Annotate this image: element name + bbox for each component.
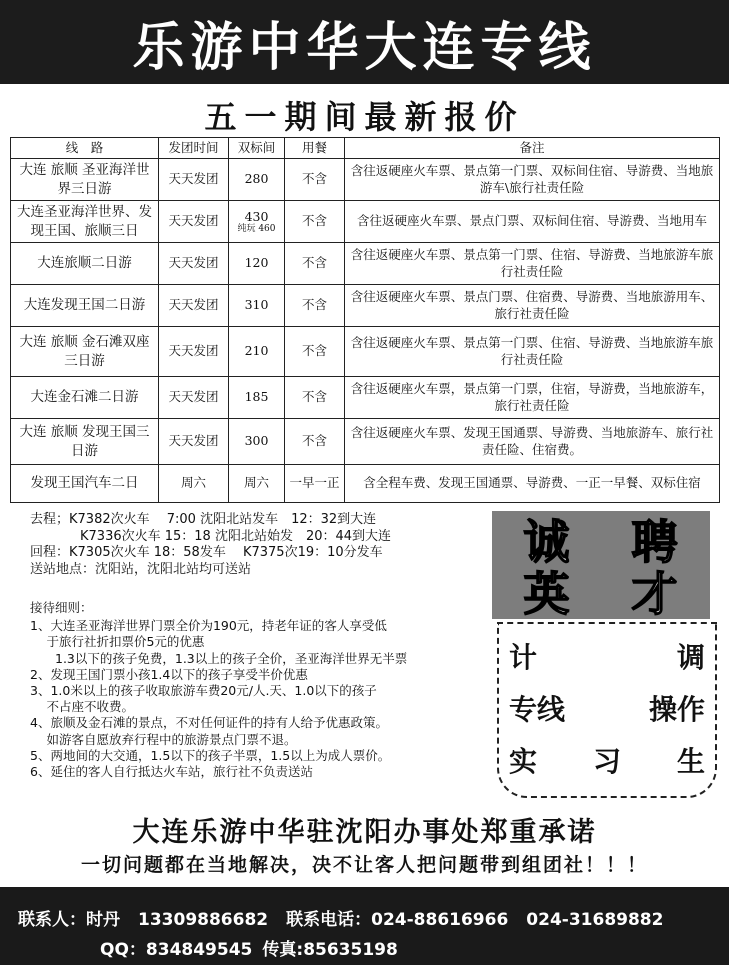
price-table <box>10 137 720 503</box>
price-cell: 周六 <box>229 465 285 503</box>
table-header-row <box>11 138 720 159</box>
contact-person: 时丹 <box>86 910 120 930</box>
route-cell: 发现王国汽车二日 <box>11 465 159 503</box>
contact-phone-2: 024-31689882 <box>526 910 664 930</box>
column-header: 线 路 <box>11 138 159 159</box>
details-line: 1、大连圣亚海洋世界门票全价为190元，持老年证的客人享受低 <box>30 618 387 634</box>
train-schedule <box>30 512 391 578</box>
note-cell: 含往返硬座火车票、发现王国通票、导游费、当地旅游车、旅行社责任险、住宿费。 <box>345 419 720 465</box>
meal-cell: 不含 <box>285 285 345 327</box>
note-cell: 含往返硬座火车票、景点门票、住宿费、导游费、当地旅游用车、旅行社责任险 <box>345 285 720 327</box>
route-cell: 大连 旅顺 圣亚海洋世界三日游 <box>11 159 159 201</box>
contact-line-1 <box>18 905 663 930</box>
price-cell: 300 <box>229 419 285 465</box>
qq-label: QQ： <box>100 940 146 960</box>
contact-phone-1: 024-88616966 <box>371 910 509 930</box>
route-cell: 大连发现王国二日游 <box>11 285 159 327</box>
table-row <box>11 285 720 327</box>
depart-cell: 天天发团 <box>159 243 229 285</box>
depart-cell: 天天发团 <box>159 377 229 419</box>
job-intern <box>509 740 705 780</box>
details-heading: 接待细则： <box>30 600 93 615</box>
schedule-return: 回程：K7305次火车 18：58发车 K7375次19：10分发车 <box>30 545 383 560</box>
recruit-char: 英 <box>523 567 570 621</box>
column-header: 用餐 <box>285 138 345 159</box>
recruit-char: 聘 <box>631 515 678 569</box>
table-row <box>11 419 720 465</box>
note-cell: 含往返硬座火车票、景点第一门票、住宿、导游费、当地旅游车旅行社责任险 <box>345 243 720 285</box>
route-cell: 大连圣亚海洋世界、发现王国、旅顺三日 <box>11 201 159 243</box>
note-cell: 含往返硬座火车票、景点第一门票、住宿、导游费、当地旅游车旅行社责任险 <box>345 327 720 377</box>
job-dispatcher <box>509 636 705 676</box>
header-banner <box>0 0 729 84</box>
depart-cell: 周六 <box>159 465 229 503</box>
page-title: 乐游中华大连专线 <box>132 17 597 78</box>
details-line: 于旅行社折扣票价5元的优惠 <box>30 634 205 650</box>
job-positions <box>497 622 717 798</box>
price-subtitle: 五一期间最新报价 <box>204 98 525 136</box>
route-cell: 大连 旅顺 金石滩双座三日游 <box>11 327 159 377</box>
meal-cell: 不含 <box>285 201 345 243</box>
job-text: 生 <box>676 745 705 778</box>
note-cell: 含全程车费、发现王国通票、导游费、一正一早餐、双标住宿 <box>345 465 720 503</box>
route-cell: 大连旅顺二日游 <box>11 243 159 285</box>
table-row <box>11 243 720 285</box>
schedule-go-1: 去程；K7382次火车 7:00 沈阳北站发车 12：32到大连 <box>30 512 377 527</box>
job-operator <box>509 688 705 728</box>
depart-cell: 天天发团 <box>159 201 229 243</box>
job-text: 操作 <box>648 693 705 726</box>
price-cell: 210 <box>229 327 285 377</box>
column-header: 发团时间 <box>159 138 229 159</box>
fax-label: 传真: <box>262 940 304 960</box>
contact-footer <box>0 887 729 965</box>
meal-cell: 不含 <box>285 159 345 201</box>
table-row <box>11 159 720 201</box>
route-cell: 大连 旅顺 发现王国三日游 <box>11 419 159 465</box>
fax-number: 85635198 <box>303 940 398 960</box>
depart-cell: 天天发团 <box>159 285 229 327</box>
price-cell: 280 <box>229 159 285 201</box>
recruit-char: 才 <box>631 567 678 621</box>
column-header: 双标间 <box>229 138 285 159</box>
job-text: 调 <box>676 641 705 674</box>
depart-cell: 天天发团 <box>159 419 229 465</box>
column-header: 备注 <box>345 138 720 159</box>
details-line: 2、发现王国门票小孩1.4以下的孩子享受半价优惠 <box>30 666 308 682</box>
schedule-pickup: 送站地点：沈阳站，沈阳北站均可送站 <box>30 561 252 577</box>
details-line: 不占座不收费。 <box>30 699 134 715</box>
note-cell: 含往返硬座火车票，景点第一门票，住宿，导游费，当地旅游车，旅行社责任险 <box>345 377 720 419</box>
contact-phone-label: 联系电话： <box>286 910 372 930</box>
meal-cell: 不含 <box>285 419 345 465</box>
contact-person-label: 联系人： <box>18 910 86 930</box>
table-row <box>11 327 720 377</box>
details-line: 4、旅顺及金石滩的景点，不对任何证件的持有人给予优惠政策。 <box>30 715 388 731</box>
schedule-go-2: K7336次火车 15：18 沈阳北站始发 20：44到大连 <box>80 528 392 544</box>
price-cell: 185 <box>229 377 285 419</box>
job-text: 实 <box>509 745 538 778</box>
details-line: 6、延住的客人自行抵达火车站，旅行社不负责送站 <box>30 764 313 780</box>
job-text: 计 <box>509 641 538 674</box>
qq-number: 834849545 <box>145 940 253 960</box>
details-line: 1.3以下的孩子免费，1.3以上的孩子全价，圣亚海洋世界无半票 <box>30 650 408 666</box>
recruit-char: 诚 <box>523 515 570 569</box>
price-note: 纯玩 460 <box>237 224 276 235</box>
note-cell: 含往返硬座火车票、景点门票、双标间住宿、导游费、当地用车 <box>345 201 720 243</box>
price-cell <box>229 201 285 243</box>
price-cell: 120 <box>229 243 285 285</box>
depart-cell: 天天发团 <box>159 327 229 377</box>
meal-cell: 不含 <box>285 243 345 285</box>
promise-subline: 一切问题都在当地解决，决不让客人把问题带到组团社！！！ <box>80 854 648 876</box>
note-cell: 含往返硬座火车票、景点第一门票、双标间住宿、导游费、当地旅游车\旅行社责任险 <box>345 159 720 201</box>
meal-cell: 一早一正 <box>285 465 345 503</box>
route-cell: 大连金石滩二日游 <box>11 377 159 419</box>
depart-cell: 天天发团 <box>159 159 229 201</box>
recruit-banner <box>492 511 710 619</box>
meal-cell: 不含 <box>285 327 345 377</box>
job-text: 习 <box>592 745 621 778</box>
details-line: 如游客自愿放弃行程中的旅游景点门票不退。 <box>30 731 297 747</box>
table-row <box>11 465 720 503</box>
table-row <box>11 377 720 419</box>
contact-line-2 <box>100 935 398 960</box>
reception-details <box>30 600 490 780</box>
details-line: 3、1.0米以上的孩子收取旅游车费20元/人.天、1.0以下的孩子 <box>30 683 377 699</box>
price-cell: 310 <box>229 285 285 327</box>
contact-mobile: 13309886682 <box>138 910 269 930</box>
job-text: 专线 <box>509 693 566 726</box>
details-line: 5、两地间的大交通，1.5以下的孩子半票，1.5以上为成人票价。 <box>30 747 391 763</box>
promise-heading: 大连乐游中华驻沈阳办事处郑重承诺 <box>132 817 597 848</box>
meal-cell: 不含 <box>285 377 345 419</box>
price-value: 430 <box>244 208 269 224</box>
table-row <box>11 201 720 243</box>
